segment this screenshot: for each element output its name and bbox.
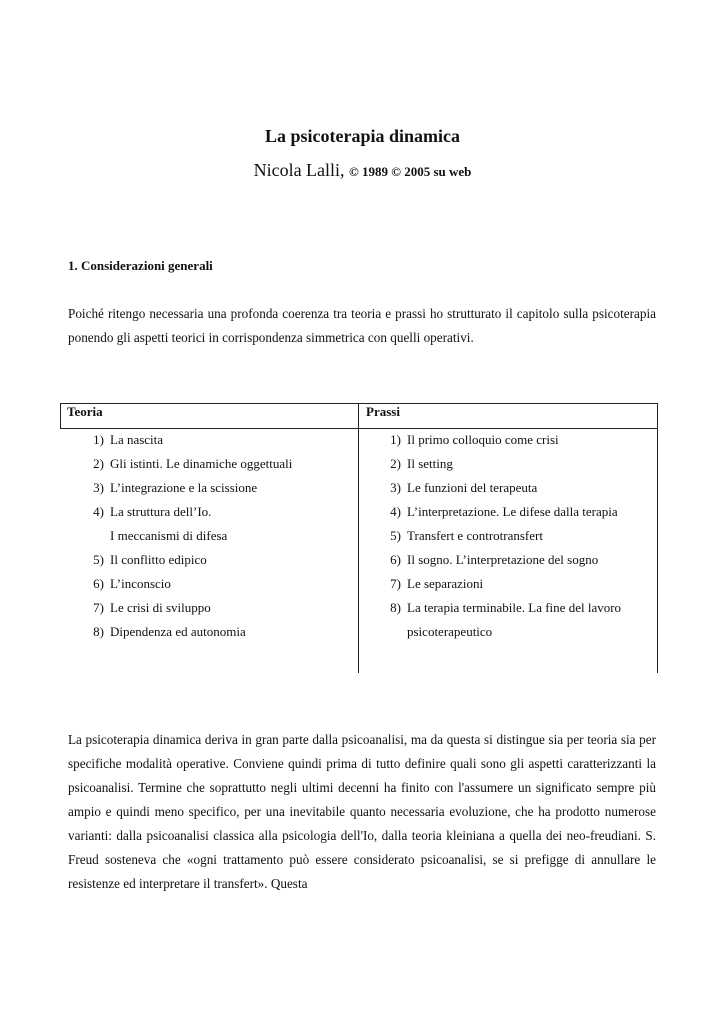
section-heading: 1. Considerazioni generali [68,258,213,273]
teoria-item-number: 1) [93,432,104,447]
prassi-item [381,452,651,476]
teoria-item-number: 4) [93,504,104,519]
prassi-item-text: Le separazioni [407,576,484,591]
prassi-item-text: Le funzioni del terapeuta [407,480,538,495]
teoria-item [84,428,354,452]
teoria-item [84,548,354,572]
table-right-border [657,403,658,673]
table-left-border [60,403,61,429]
teoria-item-number: 3) [93,480,104,495]
intro-paragraph: Poiché ritengo necessaria una profonda coerenza tra teoria e prassi ho strutturato il capitolo sulla psicoterapia ponendo gli aspetti teorici in corrispondenza simmetrica con quelli operativi. [68,306,656,345]
teoria-item-text: Gli istinti. Le dinamiche oggettuali [110,456,293,471]
prassi-item-number: 6) [390,552,401,567]
prassi-item [381,548,651,572]
teoria-item [84,452,354,476]
prassi-item-number: 1) [390,432,401,447]
teoria-item-number: 6) [93,576,104,591]
prassi-item [381,572,651,596]
prassi-item-text: Il setting [407,456,453,471]
prassi-item-number: 8) [390,600,401,615]
teoria-item [84,572,354,596]
teoria-item [84,596,354,620]
body-paragraph: La psicoterapia dinamica deriva in gran parte dalla psicoanalisi, ma da questa si distingue sia per teoria sia per specifiche modalità operative. Conviene quindi prima di tutto definire quali sono gli aspetti caratterizzanti la psicoanalisi. Termine che soprattutto negli ultimi decenni ha finito con l'assumere un significato sempre più ampio e quindi meno specifico, per una inevitabile quanto necessaria evoluzione, che ha prodotto numerose varianti: dalla psicoanalisi classica alla psicologia dell'Io, dalla teoria kleiniana a quella dei neo-freudiani. S. Freud sosteneva che «ogni trattamento può essere considerato psicoanalisi, se si prefigge di annullare le resistenze ed interpretare il transfert». Questa [68,732,656,891]
prassi-item [381,524,651,548]
theory-practice-table [60,403,658,673]
teoria-item [84,500,354,524]
prassi-item [381,596,651,620]
teoria-item-text: Dipendenza ed autonomia [110,624,246,639]
teoria-item-text: Le crisi di sviluppo [110,600,211,615]
teoria-item-text: La struttura dell’Io. [110,504,212,519]
teoria-item-number: 5) [93,552,104,567]
prassi-item-number: 7) [390,576,401,591]
prassi-item-continuation: psicoterapeutico [407,624,493,639]
table-top-border [60,403,658,404]
prassi-item [381,428,651,452]
prassi-item-text: Transfert e controtransfert [407,528,543,543]
prassi-item-number: 2) [390,456,401,471]
teoria-item-number: 7) [93,600,104,615]
prassi-item [381,476,651,500]
prassi-item-number: 5) [390,528,401,543]
teoria-item-text: L’integrazione e la scissione [110,480,258,495]
table-middle-border [358,403,359,673]
column-header-prassi: Prassi [366,404,400,419]
prassi-item-text: Il sogno. L’interpretazione del sogno [407,552,599,567]
author-line [0,160,725,181]
teoria-item [84,620,354,644]
prassi-item-text: Il primo colloquio come crisi [407,432,559,447]
teoria-item-continuation: I meccanismi di difesa [110,528,228,543]
teoria-list [84,428,354,644]
teoria-item-text: La nascita [110,432,164,447]
teoria-item-text: Il conflitto edipico [110,552,207,567]
prassi-list [381,428,651,644]
teoria-item-number: 8) [93,624,104,639]
teoria-item-number: 2) [93,456,104,471]
prassi-item-text: La terapia terminabile. La fine del lavoro [407,600,622,615]
document-title: La psicoterapia dinamica [264,126,460,146]
prassi-item [381,500,651,524]
author-name: Nicola Lalli, [253,160,345,180]
column-header-teoria: Teoria [67,404,103,419]
prassi-item-number: 4) [390,504,401,519]
teoria-item [84,476,354,500]
prassi-item-text: L’interpretazione. Le difese dalla terapia [407,504,618,519]
teoria-item-text: L’inconscio [110,576,171,591]
copyright-notice: © 1989 © 2005 su web [349,164,472,179]
prassi-item-number: 3) [390,480,401,495]
